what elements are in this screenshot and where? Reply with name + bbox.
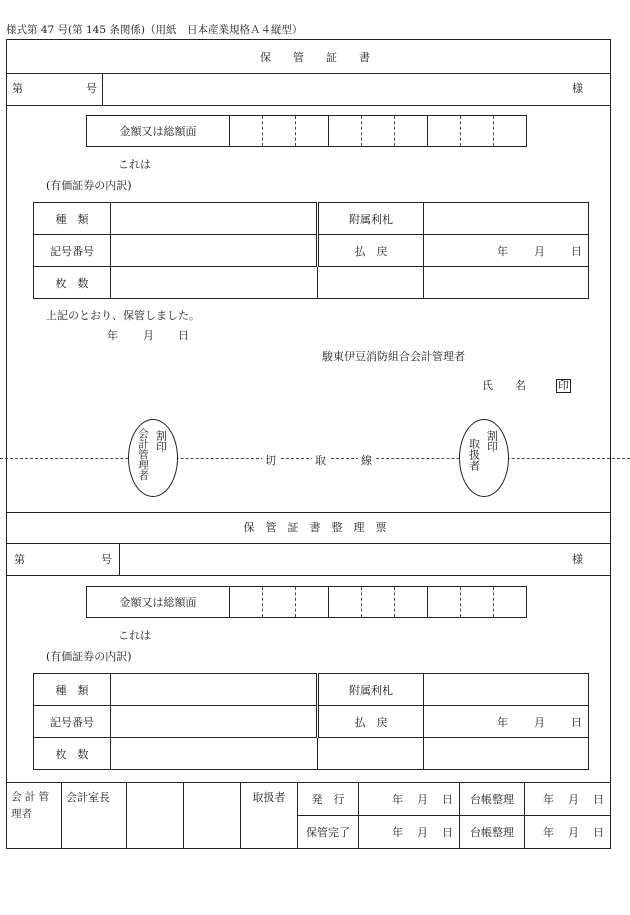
tally-seal-handler-oval [459,419,509,497]
amount-digit-cell[interactable] [230,587,263,618]
tally-seal-text: 割印 [485,430,499,452]
certificate-title: 保 管 証 書 [260,51,370,64]
amount-digit-cell[interactable] [428,587,461,618]
day-label: 日 [571,244,582,258]
amount-digit-cell[interactable] [395,116,428,147]
divider [119,543,120,575]
ledger-entry-date[interactable] [525,816,611,849]
count-value[interactable] [111,738,318,770]
type-value[interactable] [111,674,318,706]
securities-table [33,202,589,299]
amount-digit-cell[interactable] [494,587,527,618]
amount-digit-cell[interactable] [362,587,395,618]
month-label: 月 [417,793,428,806]
ledger-title: 保 管 証 書 整 理 票 [243,521,387,534]
issuer-name: 駿東伊豆消防組合会計管理者 [322,350,465,363]
coupon-value[interactable] [424,674,589,706]
year-label: 年 [392,793,403,806]
form-header: 様式第 47 号(第 145 条関係)（用紙 日本産業規格Ａ４縦型） [6,24,303,36]
stamp-cell[interactable] [184,783,241,849]
year-label: 年 [392,826,403,839]
amount-digit-cell[interactable] [230,116,263,147]
seal-mark: 印 [558,379,569,392]
month-label: 月 [534,715,545,729]
coupon-value[interactable] [424,203,589,235]
row-label-count: 枚 数 [34,738,111,770]
amount-box [86,115,527,147]
ledger-entry-label: 台帳整理 [460,816,525,849]
row-label-serial: 記号番号 [34,235,111,267]
issued-date[interactable] [359,783,460,816]
issued-label: 発 行 [298,783,359,816]
issue-month-label: 月 [143,329,154,342]
month-label: 月 [534,244,545,258]
year-label: 年 [543,793,554,806]
amount-digit-cell[interactable] [296,116,329,147]
row-label-count: 枚 数 [34,267,111,299]
amount-digit-cell[interactable] [461,587,494,618]
serial-value[interactable] [111,235,318,267]
custody-statement: 上記のとおり、保管しました。 [46,309,200,322]
empty-cell [318,738,424,770]
refund-date[interactable] [424,235,589,267]
accounting-manager-cell[interactable] [7,783,62,849]
custody-complete-date[interactable] [359,816,460,849]
tally-seal-accountant-oval [128,419,178,497]
serial-value[interactable] [111,706,318,738]
ledger-this-is-text: これは [118,629,151,642]
row-label-refund: 払 戻 [318,235,424,267]
empty-cell [424,267,589,299]
day-label: 日 [593,793,604,806]
divider [6,512,611,513]
this-is-text: これは [118,158,151,171]
divider [6,543,611,544]
day-label: 日 [593,826,604,839]
number-label-left: 第 [12,82,23,95]
year-label: 年 [543,826,554,839]
year-label: 年 [497,715,508,729]
amount-digit-cell[interactable] [494,116,527,147]
divider [6,105,611,106]
ledger-securities-table [33,673,589,770]
refund-date[interactable] [424,706,589,738]
cut-char-1: 切 [262,452,279,468]
accounting-chief-cell[interactable] [62,783,127,849]
accounting-manager-label: 会 計 管 理者 [11,791,50,820]
number-label-right: 号 [86,82,97,95]
row-label-type: 種 類 [34,674,111,706]
day-label: 日 [571,715,582,729]
month-label: 月 [568,826,579,839]
seal-icon [556,379,571,393]
row-label-refund: 払 戻 [318,706,424,738]
cut-char-3: 線 [358,452,375,468]
amount-digit-cell[interactable] [263,587,296,618]
handler-vertical-label: 取扱者 [467,438,481,471]
row-label-coupon: 附属利札 [318,203,424,235]
divider [6,73,611,74]
amount-label: 金額又は総額面 [87,116,230,147]
ledger-number-label-right: 号 [101,553,112,566]
amount-digit-cell[interactable] [461,116,494,147]
ledger-addressee-suffix: 様 [572,553,583,566]
row-label-serial: 記号番号 [34,706,111,738]
amount-digit-cell[interactable] [395,587,428,618]
addressee-suffix: 様 [572,82,583,95]
ledger-entry-date[interactable] [525,783,611,816]
accountant-vertical-label: 会計管理者 [137,428,150,481]
ledger-entry-label: 台帳整理 [460,783,525,816]
amount-digit-cell[interactable] [362,116,395,147]
row-label-type: 種 類 [34,203,111,235]
issue-year-label: 年 [107,329,118,342]
day-label: 日 [442,826,453,839]
handler-label: 取扱者 [252,791,286,804]
divider [6,575,611,576]
row-label-coupon: 附属利札 [318,674,424,706]
tally-seal-text: 割印 [154,430,168,452]
year-label: 年 [497,244,508,258]
ledger-number-label-left: 第 [14,553,25,566]
empty-cell [424,738,589,770]
count-value[interactable] [111,267,318,299]
name-label: 氏 名 [482,379,526,392]
cut-char-2: 取 [312,452,329,468]
ledger-amount-box [86,586,527,618]
stamp-cell[interactable] [127,783,184,849]
amount-digit-cell[interactable] [329,116,362,147]
divider [102,73,103,105]
amount-digit-cell[interactable] [428,116,461,147]
day-label: 日 [442,793,453,806]
ledger-amount-label: 金額又は総額面 [87,587,230,618]
accounting-chief-label: 会計室長 [66,791,110,804]
empty-cell [318,267,424,299]
month-label: 月 [568,793,579,806]
issue-day-label: 日 [178,329,189,342]
breakdown-label: (有価証券の内訳) [46,179,132,192]
amount-digit-cell[interactable] [263,116,296,147]
approval-table [6,782,611,849]
month-label: 月 [417,826,428,839]
handler-cell[interactable] [241,783,298,849]
amount-digit-cell[interactable] [329,587,362,618]
custody-complete-label: 保管完了 [298,816,359,849]
ledger-breakdown-label: (有価証券の内訳) [46,650,132,663]
type-value[interactable] [111,203,318,235]
amount-digit-cell[interactable] [296,587,329,618]
